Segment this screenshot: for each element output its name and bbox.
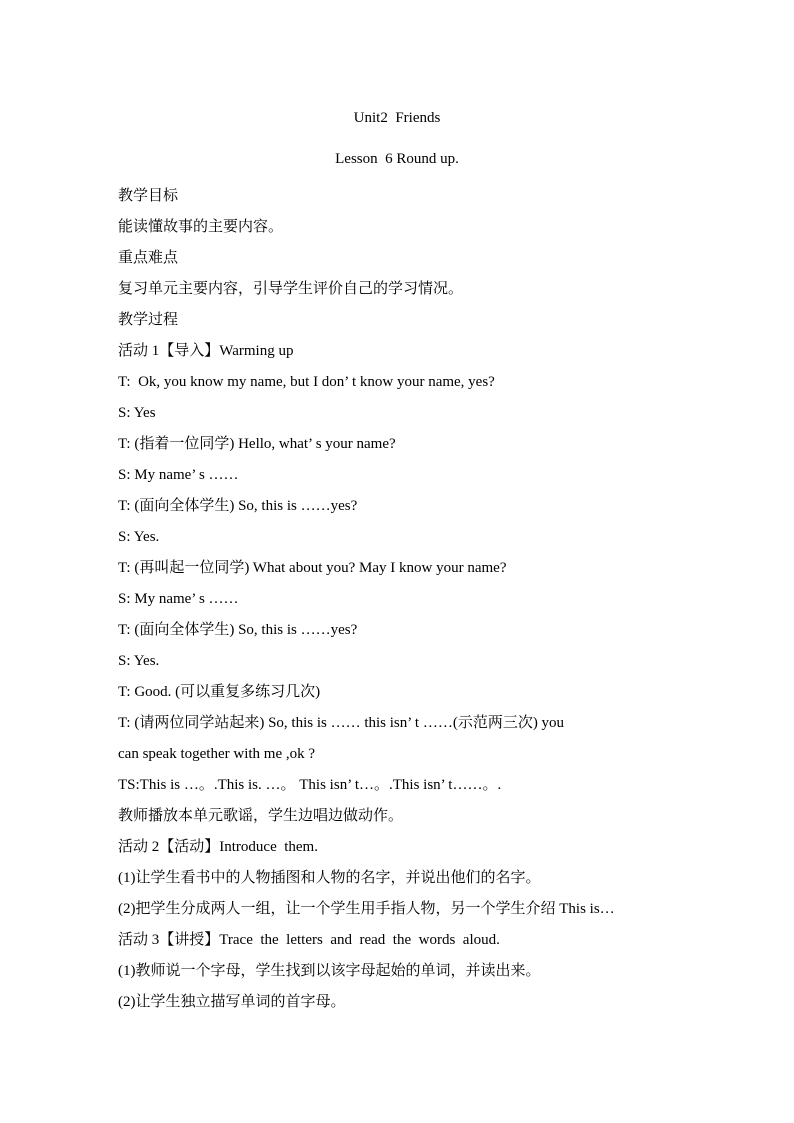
section-heading-key-difficulties: 重点难点 (118, 250, 179, 266)
text-line: (1)让学生看书中的人物插图和人物的名字，并说出他们的名字。 (118, 870, 541, 886)
section-heading-teaching-goals: 教学目标 (118, 188, 179, 204)
dialog-line: T: Good. (可以重复多练习几次) (118, 684, 321, 700)
dialog-line: T: (请两位同学站起来) So, this is …… this isn’ t ……(示范两三次) you (118, 715, 565, 731)
dialog-line: can speak together with me ,ok ? (118, 746, 316, 762)
dialog-line: T: (指着一位同学) Hello, what’ s your name? (118, 436, 396, 452)
document-title: Unit2 Friends (353, 110, 441, 126)
activity-2-heading: 活动 2【活动】Introduce them. (118, 839, 318, 855)
text-line: 教师播放本单元歌谣，学生边唱边做动作。 (118, 808, 404, 824)
activity-1-heading: 活动 1【导入】Warming up (118, 343, 294, 359)
text-line: (1)教师说一个字母，学生找到以该字母起始的单词，并读出来。 (118, 963, 541, 979)
text-line: (2)把学生分成两人一组，让一个学生用手指人物，另一个学生介绍 This is… (118, 901, 615, 917)
dialog-line: S: My name’ s …… (118, 467, 239, 483)
dialog-line: S: Yes. (118, 529, 160, 545)
text-line: (2)让学生独立描写单词的首字母。 (118, 994, 346, 1010)
dialog-line: S: Yes. (118, 653, 160, 669)
section-heading-teaching-process: 教学过程 (118, 312, 179, 328)
text-line: 复习单元主要内容，引导学生评价自己的学习情况。 (118, 281, 464, 297)
dialog-line: T: (面向全体学生) So, this is ……yes? (118, 498, 358, 514)
text-line: 能读懂故事的主要内容。 (118, 219, 284, 235)
dialog-line: S: Yes (118, 405, 156, 421)
dialog-line: TS:This is …。.This is. …。 This isn’ t…。.This isn’ t……。. (118, 777, 502, 793)
dialog-line: T: (再叫起一位同学) What about you? May I know your name? (118, 560, 507, 576)
dialog-line: T: Ok, you know my name, but I don’ t know your name, yes? (118, 374, 495, 390)
dialog-line: S: My name’ s …… (118, 591, 239, 607)
document-subtitle: Lesson 6 Round up. (335, 151, 459, 167)
activity-3-heading: 活动 3【讲授】Trace the letters and read the words aloud. (118, 932, 500, 948)
dialog-line: T: (面向全体学生) So, this is ……yes? (118, 622, 358, 638)
